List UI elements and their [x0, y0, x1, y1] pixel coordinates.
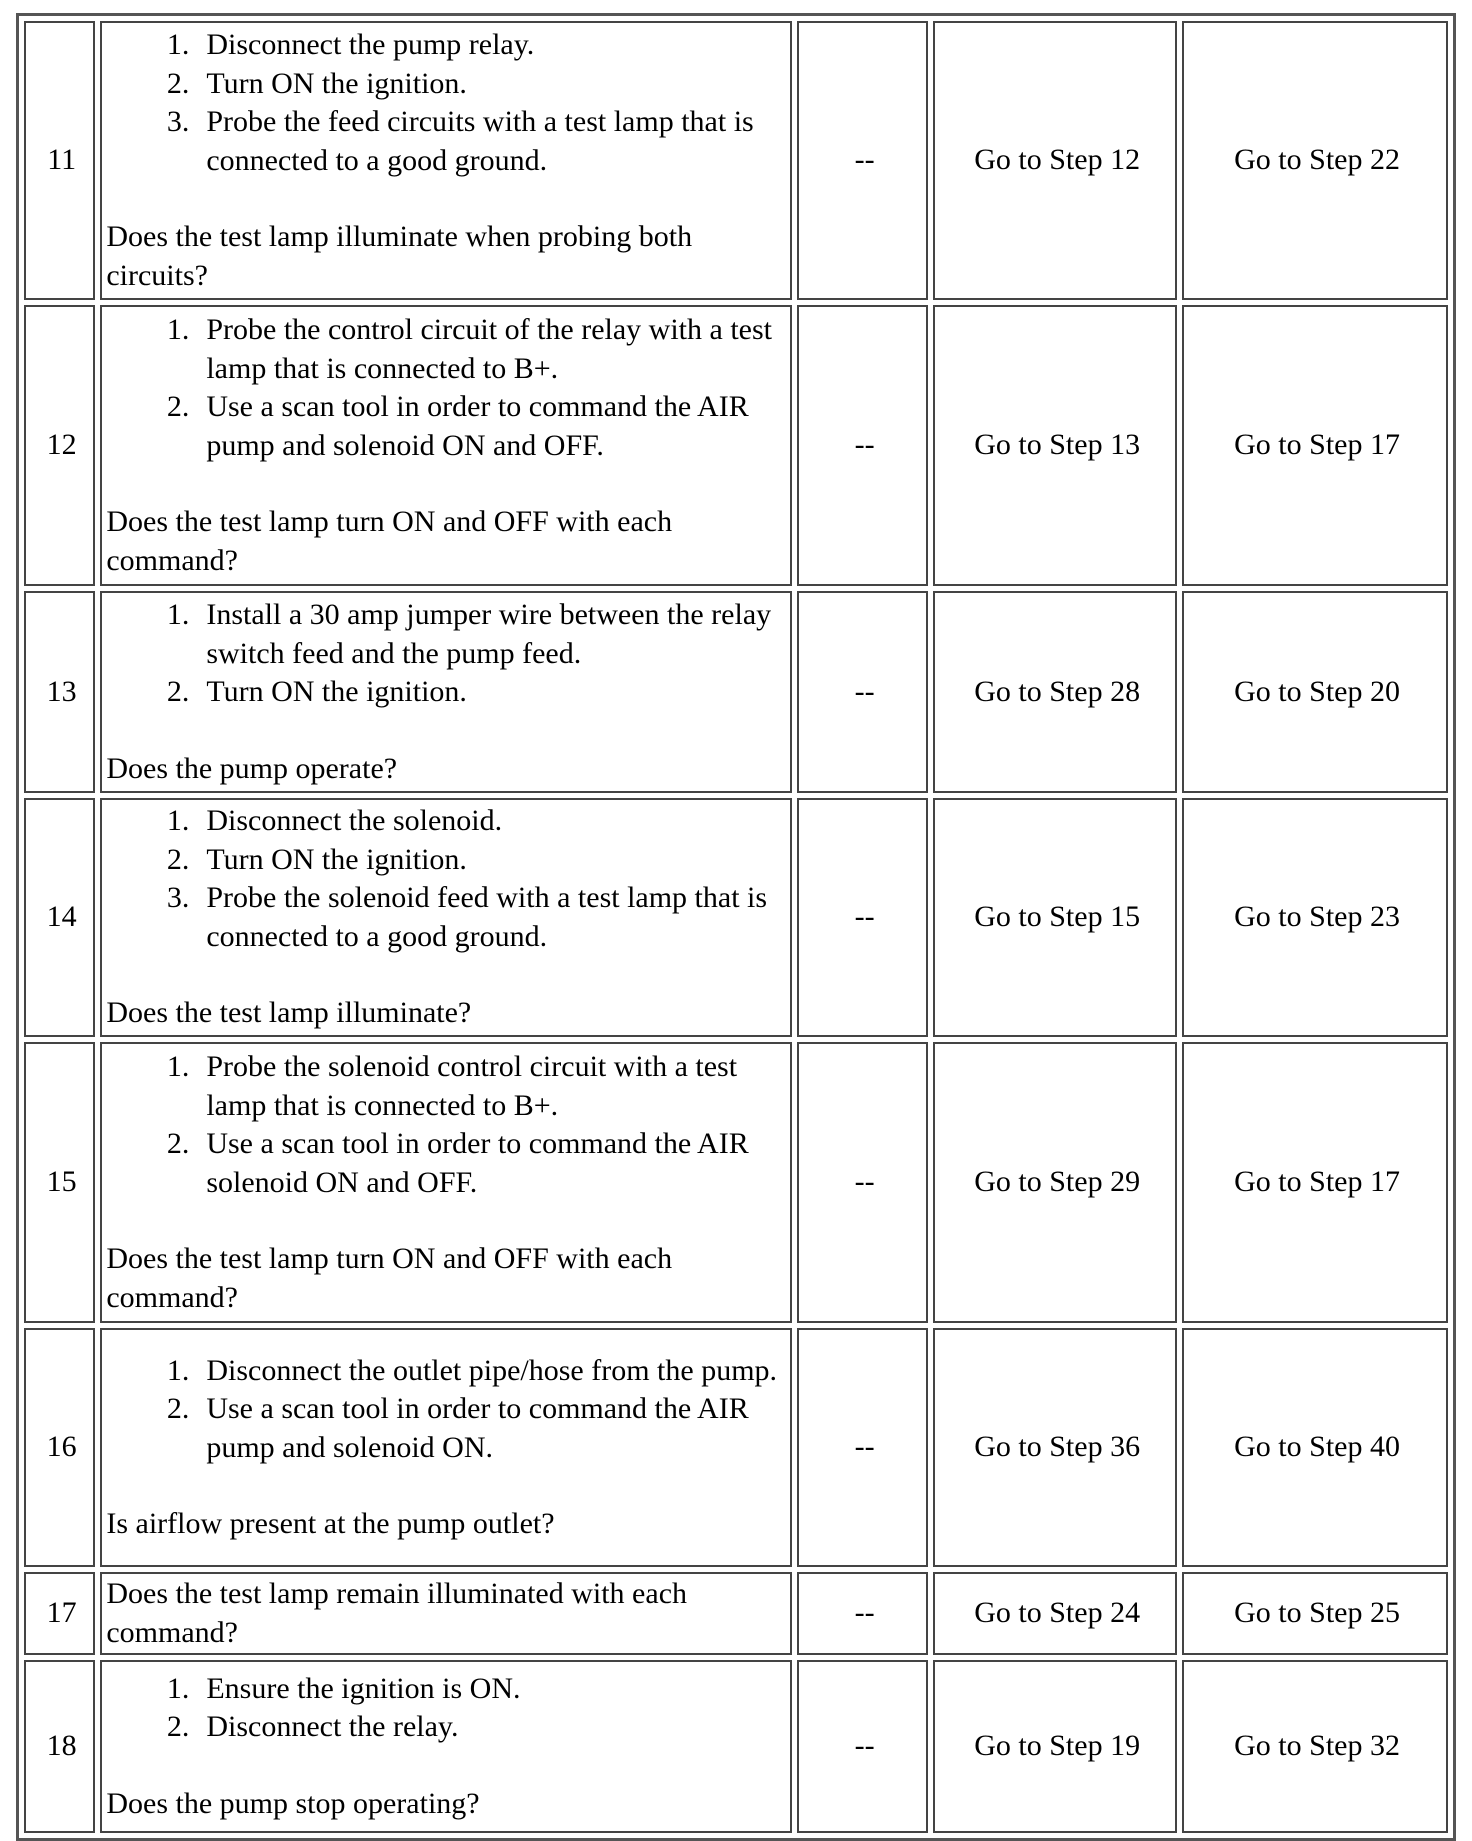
- action-item: 2. Disconnect the relay.: [204, 1708, 790, 1747]
- yes-cell: Go to Step 24: [933, 1572, 1177, 1655]
- action-list: [106, 311, 790, 465]
- table-row: [24, 591, 1448, 793]
- no-cell: Go to Step 32: [1182, 1660, 1448, 1833]
- yes-cell: Go to Step 13: [933, 305, 1177, 586]
- action-item: 2. Turn ON the ignition.: [204, 65, 790, 104]
- spacer: [106, 712, 790, 750]
- yes-cell: Go to Step 15: [933, 798, 1177, 1037]
- spacer: [106, 1202, 790, 1240]
- action-list: [106, 596, 790, 712]
- no-cell: Go to Step 20: [1182, 591, 1448, 793]
- action-item: 1. Probe the control circuit of the relay with a test lamp that is connected to B+.: [204, 311, 790, 388]
- yes-cell: Go to Step 36: [933, 1328, 1177, 1567]
- step-number: 14: [24, 798, 95, 1037]
- table-row: [24, 1328, 1448, 1567]
- spacer: [106, 1467, 790, 1505]
- question-text: Does the test lamp illuminate when probing both circuits?: [106, 220, 693, 292]
- step-number: 11: [24, 21, 95, 300]
- diagnostic-table: [16, 13, 1456, 1841]
- action-item: 1. Disconnect the pump relay.: [204, 26, 790, 65]
- step-number: 16: [24, 1328, 95, 1567]
- value-cell: --: [797, 1328, 928, 1567]
- question-text: Does the test lamp turn ON and OFF with each command?: [106, 1242, 673, 1314]
- action-cell: [100, 1572, 792, 1655]
- no-cell: Go to Step 17: [1182, 305, 1448, 586]
- table-row: [24, 21, 1448, 300]
- yes-cell: Go to Step 12: [933, 21, 1177, 300]
- action-list: [106, 1048, 790, 1202]
- question-text: Is airflow present at the pump outlet?: [106, 1507, 555, 1540]
- action-item: 1. Disconnect the solenoid.: [204, 802, 790, 841]
- no-cell: Go to Step 23: [1182, 798, 1448, 1037]
- no-cell: Go to Step 22: [1182, 21, 1448, 300]
- value-cell: --: [797, 305, 928, 586]
- value-cell: --: [797, 798, 928, 1037]
- step-number: 13: [24, 591, 95, 793]
- no-cell: Go to Step 17: [1182, 1042, 1448, 1323]
- action-cell: [100, 305, 792, 586]
- action-item: 2. Turn ON the ignition.: [204, 673, 790, 712]
- yes-cell: Go to Step 28: [933, 591, 1177, 793]
- action-item: 3. Probe the feed circuits with a test lamp that is connected to a good ground.: [204, 103, 790, 180]
- yes-cell: Go to Step 29: [933, 1042, 1177, 1323]
- action-cell: [100, 21, 792, 300]
- spacer: [106, 1747, 790, 1785]
- action-cell: [100, 1328, 792, 1567]
- action-cell: [100, 1042, 792, 1323]
- action-list: [106, 26, 790, 180]
- action-cell: [100, 1660, 792, 1833]
- step-number: 15: [24, 1042, 95, 1323]
- yes-cell: Go to Step 19: [933, 1660, 1177, 1833]
- action-item: 3. Probe the solenoid feed with a test lamp that is connected to a good ground.: [204, 879, 790, 956]
- table-row: [24, 1042, 1448, 1323]
- action-cell: [100, 798, 792, 1037]
- question-text: Does the test lamp remain illuminated with each command?: [106, 1577, 688, 1649]
- table-row: [24, 305, 1448, 586]
- action-cell: [100, 591, 792, 793]
- action-item: 2. Turn ON the ignition.: [204, 841, 790, 880]
- action-list: [106, 802, 790, 956]
- action-list: [106, 1670, 790, 1747]
- table-body: [24, 21, 1448, 1833]
- action-item: 1. Ensure the ignition is ON.: [204, 1670, 790, 1709]
- no-cell: Go to Step 25: [1182, 1572, 1448, 1655]
- action-item: 1. Install a 30 amp jumper wire between the relay switch feed and the pump feed.: [204, 596, 790, 673]
- value-cell: --: [797, 591, 928, 793]
- question-text: Does the test lamp illuminate?: [106, 996, 472, 1030]
- no-cell: Go to Step 40: [1182, 1328, 1448, 1567]
- spacer: [106, 180, 790, 218]
- action-item: 1. Probe the solenoid control circuit with a test lamp that is connected to B+.: [204, 1048, 790, 1125]
- action-item: 2. Use a scan tool in order to command the AIR pump and solenoid ON.: [204, 1390, 790, 1467]
- step-number: 12: [24, 305, 95, 586]
- step-number: 17: [24, 1572, 95, 1655]
- value-cell: --: [797, 1042, 928, 1323]
- value-cell: --: [797, 1660, 928, 1833]
- value-cell: --: [797, 1572, 928, 1655]
- table-row: [24, 1572, 1448, 1655]
- table-row: [24, 1660, 1448, 1833]
- action-item: 2. Use a scan tool in order to command the AIR solenoid ON and OFF.: [204, 1125, 790, 1202]
- step-number: 18: [24, 1660, 95, 1833]
- table-row: [24, 798, 1448, 1037]
- question-text: Does the test lamp turn ON and OFF with each command?: [106, 505, 673, 577]
- question-text: Does the pump operate?: [106, 751, 398, 785]
- action-list: [106, 1352, 790, 1468]
- action-item: 1. Disconnect the outlet pipe/hose from the pump.: [204, 1352, 790, 1391]
- action-item: 2. Use a scan tool in order to command the AIR pump and solenoid ON and OFF.: [204, 388, 790, 465]
- spacer: [106, 956, 790, 994]
- question-text: Does the pump stop operating?: [106, 1786, 480, 1820]
- value-cell: --: [797, 21, 928, 300]
- spacer: [106, 465, 790, 503]
